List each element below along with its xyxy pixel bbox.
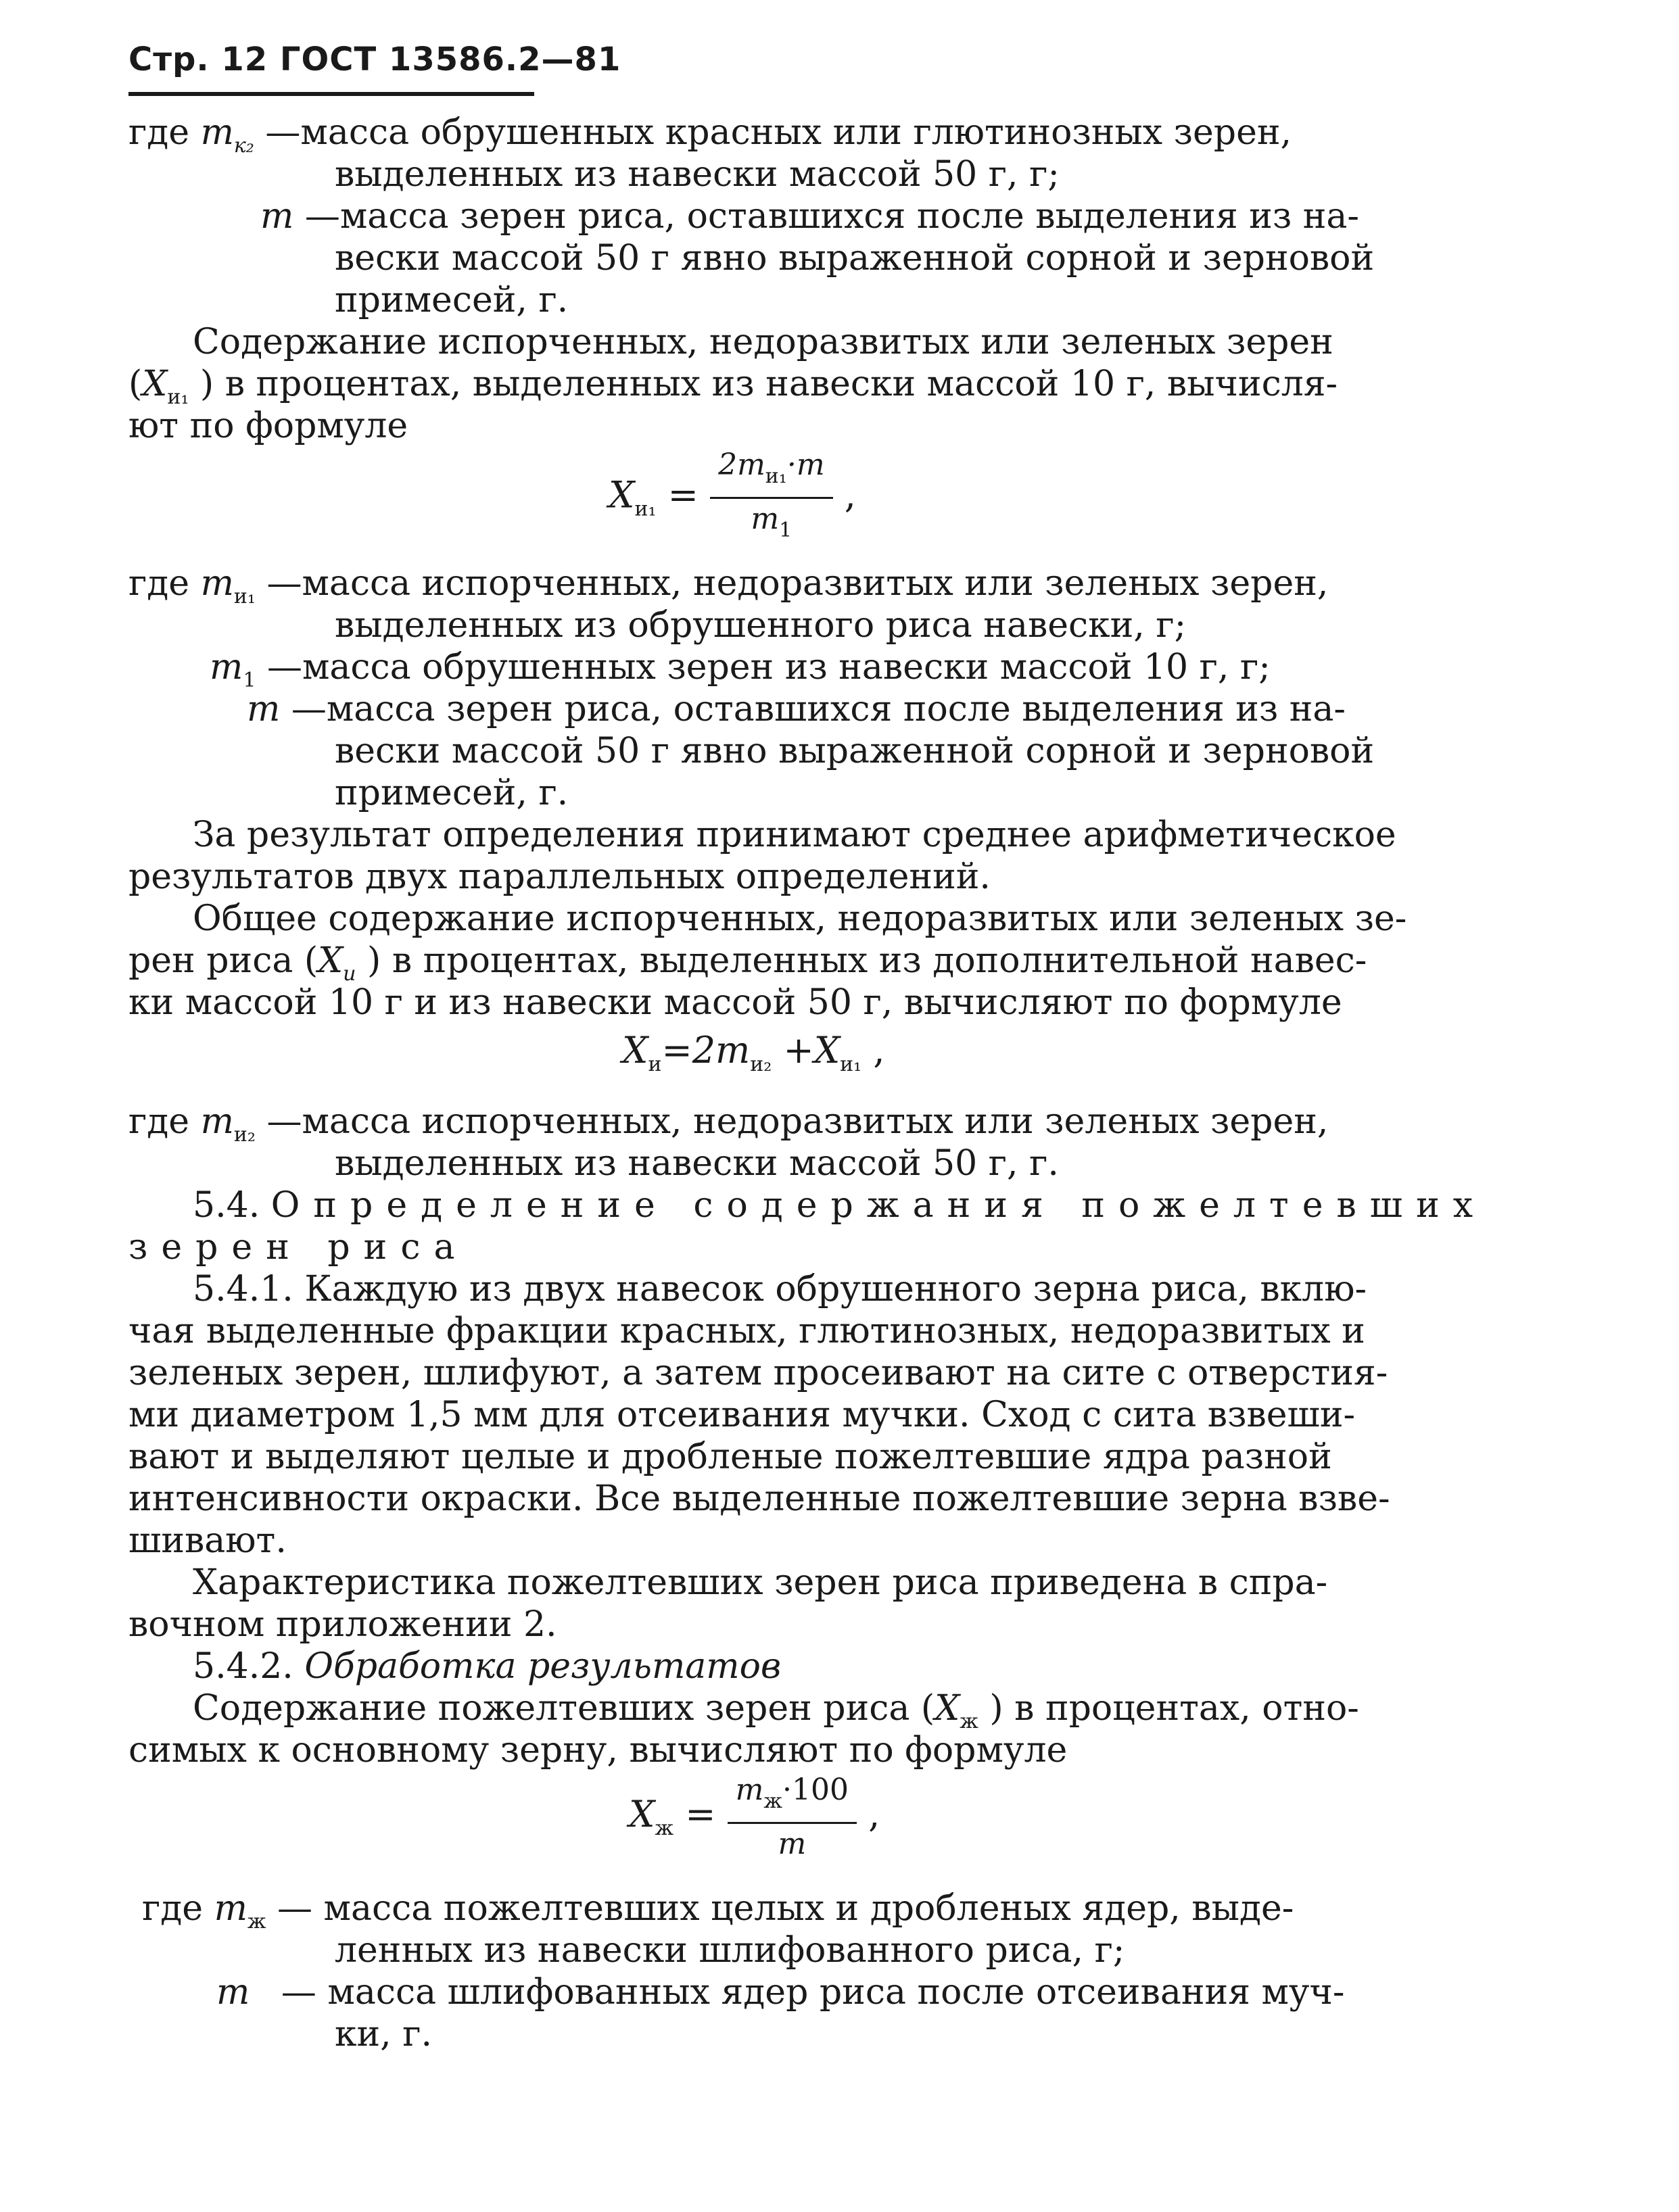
body-line: результатов двух параллельных определений. [128,857,991,897]
denominator [751,499,792,550]
section-number: 5.4. [193,1185,260,1226]
def-line: вески массой 50 г явно выраженной сорной и зерновой [335,731,1375,771]
formula-lhs: X [622,1029,648,1072]
body-line: интенсивности окраски. Все выделенные пожелтевшие зерна взве- [128,1478,1390,1519]
num-sub: ж [763,1789,782,1813]
var-x: X [935,1688,960,1729]
var-m: m [216,1972,250,2013]
var-sub: ж [247,1910,266,1933]
formula-lhs: X [609,473,635,516]
body-line: вают и выделяют целые и дробленые пожелтевшие ядра разной [128,1437,1332,1477]
formula-sub: и [648,1053,662,1076]
body-line: Характеристика пожелтевших зерен риса приведена в спра- [193,1562,1328,1603]
den-text: m [778,1827,807,1861]
body-text: ) в процентах, отно- [989,1688,1359,1729]
paren: ( [128,364,143,404]
def-text: — масса шлифованных ядер риса после отсеивания муч- [281,1972,1345,2013]
section-heading-cont: зерен риса [128,1227,469,1268]
body-line: зеленых зерен, шлифуют, а затем просеивают на сите с отверстия- [128,1353,1388,1393]
numerator [728,1771,857,1824]
denominator [778,1824,806,1863]
var-sub: ж [960,1710,978,1733]
def-line: примесей, г. [335,773,569,813]
formula-2 [622,1029,885,1076]
formula-sub: и₁ [634,497,657,521]
num-tail: ·m [786,448,825,482]
formula-term: +X [783,1029,841,1072]
fraction [728,1771,857,1863]
body-line: чая выделенные фракции красных, глютинозных, недоразвитых и [128,1311,1365,1351]
num-text: 2m [718,448,765,482]
formula-comma: , [873,1029,885,1072]
def-line: выделенных из навески массой 50 г, г; [335,154,1060,195]
var-m: m [210,647,243,688]
var-m: m [200,1101,234,1142]
formula-1 [609,446,856,550]
def-text: —масса зерен риса, оставшихся после выделения из на- [291,689,1346,729]
body-line: Содержание испорченных, недоразвитых или зеленых зерен [193,322,1333,362]
body-text: рен риса ( [128,940,318,981]
var-x: X [318,940,344,981]
var-m: m [260,196,294,237]
numerator [710,446,832,499]
formula-sub: и₁ [840,1053,862,1076]
def-line: вески массой 50 г явно выраженной сорной и зерновой [335,238,1375,279]
where-word: где [128,112,190,153]
formula-eq: = [667,473,699,516]
where-word: где [128,563,190,604]
def-text: — масса пожелтевших целых и дробленых ядер, выде- [277,1888,1294,1929]
body-line: 5.4.1. Каждую из двух навесок обрушенного зерна риса, вклю- [193,1269,1367,1309]
section-title: Обработка результатов [304,1646,782,1687]
formula-lhs: X [629,1793,655,1835]
body-line: вочном приложении 2. [128,1604,557,1645]
section-heading [193,1184,1486,1226]
var-sub: и₁ [233,585,256,608]
body-line: Общее содержание испорченных, недоразвитых или зеленых зе- [193,898,1407,939]
formula-comma: , [844,473,856,516]
var-m: m [200,112,234,153]
body-text: ) в процентах, выделенных из дополнительной навес- [367,940,1367,981]
body-line: За результат определения принимают среднее арифметическое [193,815,1396,855]
formula-sub: ж [655,1817,674,1840]
body-line: шивают. [128,1520,287,1561]
formula-comma: , [868,1793,880,1835]
body-text: Содержание пожелтевших зерен риса ( [193,1688,935,1729]
subsection-heading [193,1645,781,1687]
def-text: —масса испорченных, недоразвитых или зеленых зерен, [266,563,1329,604]
num-sub: и₁ [765,464,787,488]
var-sub: к₂ [233,134,254,158]
var-sub: и₂ [233,1123,256,1147]
section-title: Определение содержания пожелтевших [270,1185,1487,1226]
header-rule [128,92,534,96]
def-text: —масса обрушенных красных или глютинозных зерен, [265,112,1292,153]
def-line: выделенных из навески массой 50 г, г. [335,1143,1059,1184]
body-line: ют по формуле [128,406,408,446]
body-text: ) в процентах, выделенных из навески массой 10 г, вычисля- [199,364,1338,404]
den-text: m [751,502,780,536]
def-line: ленных из навески шлифованного риса, г; [335,1930,1125,1971]
document-page [128,41,1487,2170]
var-sub: 1 [243,669,256,692]
def-text: —масса обрушенных зерен из навески массой 10 г, г; [266,647,1271,688]
var-m: m [247,689,281,729]
def-text: —масса зерен риса, оставшихся после выделения из на- [304,196,1359,237]
var-m: m [200,563,234,604]
formula-3 [629,1771,880,1863]
formula-sub: и₂ [750,1053,772,1076]
where-word: где [128,1101,190,1142]
num-text: m [735,1773,764,1807]
section-number: 5.4.2. [193,1646,293,1687]
def-line [216,1971,1344,2013]
den-sub: 1 [779,519,793,542]
formula-term: =2m [661,1029,751,1072]
def-text: —масса испорченных, недоразвитых или зеленых зерен, [266,1101,1329,1142]
def-line: выделенных из обрушенного риса навески, г; [335,605,1187,646]
var-sub: и [343,962,356,986]
body-line: симых к основному зерну, вычисляют по формуле [128,1730,1068,1771]
def-line: ки, г. [335,2014,432,2054]
def-line: примесей, г. [335,280,569,320]
body-line: ки массой 10 г и из навески массой 50 г, вычисляют по формуле [128,982,1342,1023]
var-x: X [142,364,168,404]
var-sub: и₁ [167,385,189,409]
body-line: ми диаметром 1,5 мм для отсеивания мучки. Сход с сита взвеши- [128,1395,1356,1435]
fraction [710,446,832,550]
def-line [247,688,1346,730]
where-word: где [142,1888,204,1929]
page-header: Стр. 12 ГОСТ 13586.2—81 [128,41,621,78]
def-line [260,195,1359,237]
num-tail: ·100 [782,1773,849,1807]
var-m: m [214,1888,247,1929]
formula-eq: = [685,1793,716,1835]
